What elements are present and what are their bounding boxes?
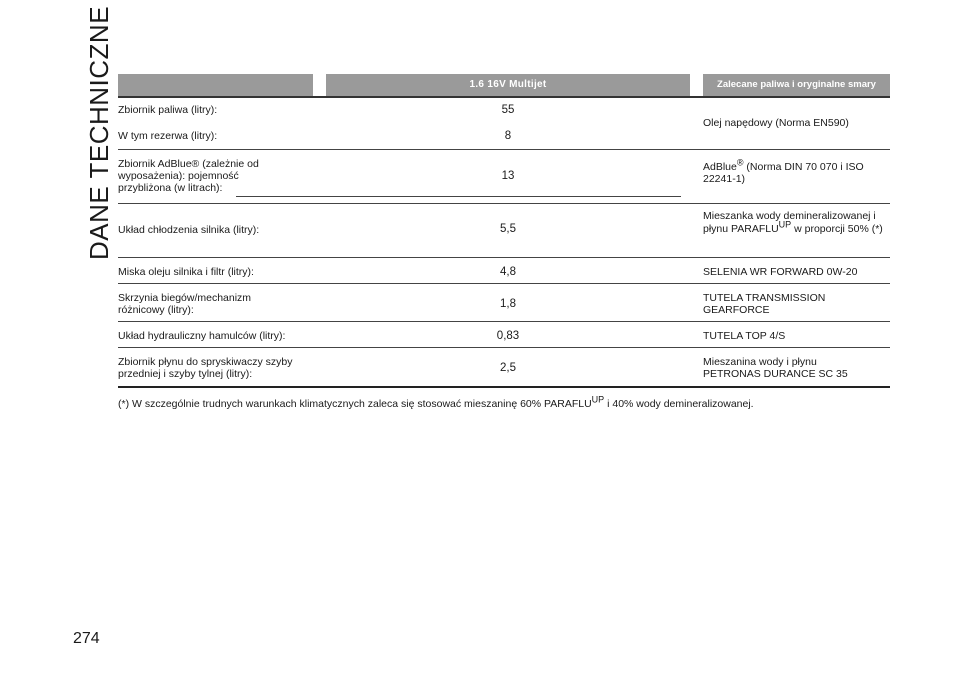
row-note-coolant: Mieszanka wody demineralizowanej i płynu $PARAFLU^{UP}$ w proporcji 50% (*) [703, 210, 883, 235]
row-value: 13 [501, 170, 515, 182]
header-col-engine: 1.6 16V Multijet [326, 74, 690, 96]
header-col-fluids: Zalecane paliwa i oryginalne smary [703, 74, 890, 96]
row-divider [118, 257, 890, 258]
row-label: Układ chłodzenia silnika (litry): [118, 224, 260, 236]
row-label: Zbiornik AdBlue® (zależnie od wyposażenia): pojemność przybliżona (w litrach): [118, 158, 259, 194]
row-label: W tym rezerwa (litry): [118, 130, 218, 142]
row-value: 0,83 [496, 330, 520, 342]
header-divider [118, 96, 890, 98]
row-note-fuel: Olej napędowy (Norma EN590) [703, 117, 849, 129]
row-divider [118, 203, 890, 204]
row-divider [118, 149, 890, 150]
row-note-gearbox: TUTELA TRANSMISSION GEARFORCE [703, 292, 826, 316]
row-value: 5,5 [500, 223, 516, 235]
table-header [118, 74, 890, 96]
row-value: 1,8 [500, 298, 516, 310]
section-title-text: DANE TECHNICZNE [84, 5, 114, 260]
row-label: Zbiornik paliwa (litry): [118, 104, 218, 116]
row-note-washer: Mieszanina wody i płynu PETRONAS DURANCE SC 35 [703, 356, 848, 380]
row-label: Układ hydrauliczny hamulców (litry): [118, 330, 286, 342]
row-value: 4,8 [500, 266, 516, 278]
row-value: 8 [504, 130, 512, 142]
row-divider [118, 347, 890, 348]
section-title [82, 5, 116, 260]
row-value: 55 [501, 104, 515, 116]
row-divider [118, 283, 890, 284]
row-label: Zbiornik płynu do spryskiwaczy szyby przedniej i szyby tylnej (litry): [118, 356, 293, 380]
row-label: Miska oleju silnika i filtr (litry): [118, 266, 254, 278]
row-value: 2,5 [500, 362, 516, 374]
row-note-oil: SELENIA WR FORWARD 0W-20 [703, 266, 858, 278]
header-col-blank [118, 74, 313, 96]
fluids-table [118, 74, 890, 380]
table-bottom-border [118, 386, 890, 388]
row-note-brakes: TUTELA TOP 4/S [703, 330, 786, 342]
row-label: Skrzynia biegów/mechanizm różnicowy (litry): [118, 292, 252, 316]
footnote: (*) W szczególnie trudnych warunkach klimatycznych zaleca się stosować mieszaninę 60% $PARAFLU^{UP}$ i 40% wody demineralizowanej. [118, 394, 754, 410]
row-divider [118, 321, 890, 322]
page-number: 274 [73, 630, 100, 647]
row-note-adblue: AdBlue® (Norma DIN 70 070 i ISO 22241-1) [703, 157, 864, 185]
